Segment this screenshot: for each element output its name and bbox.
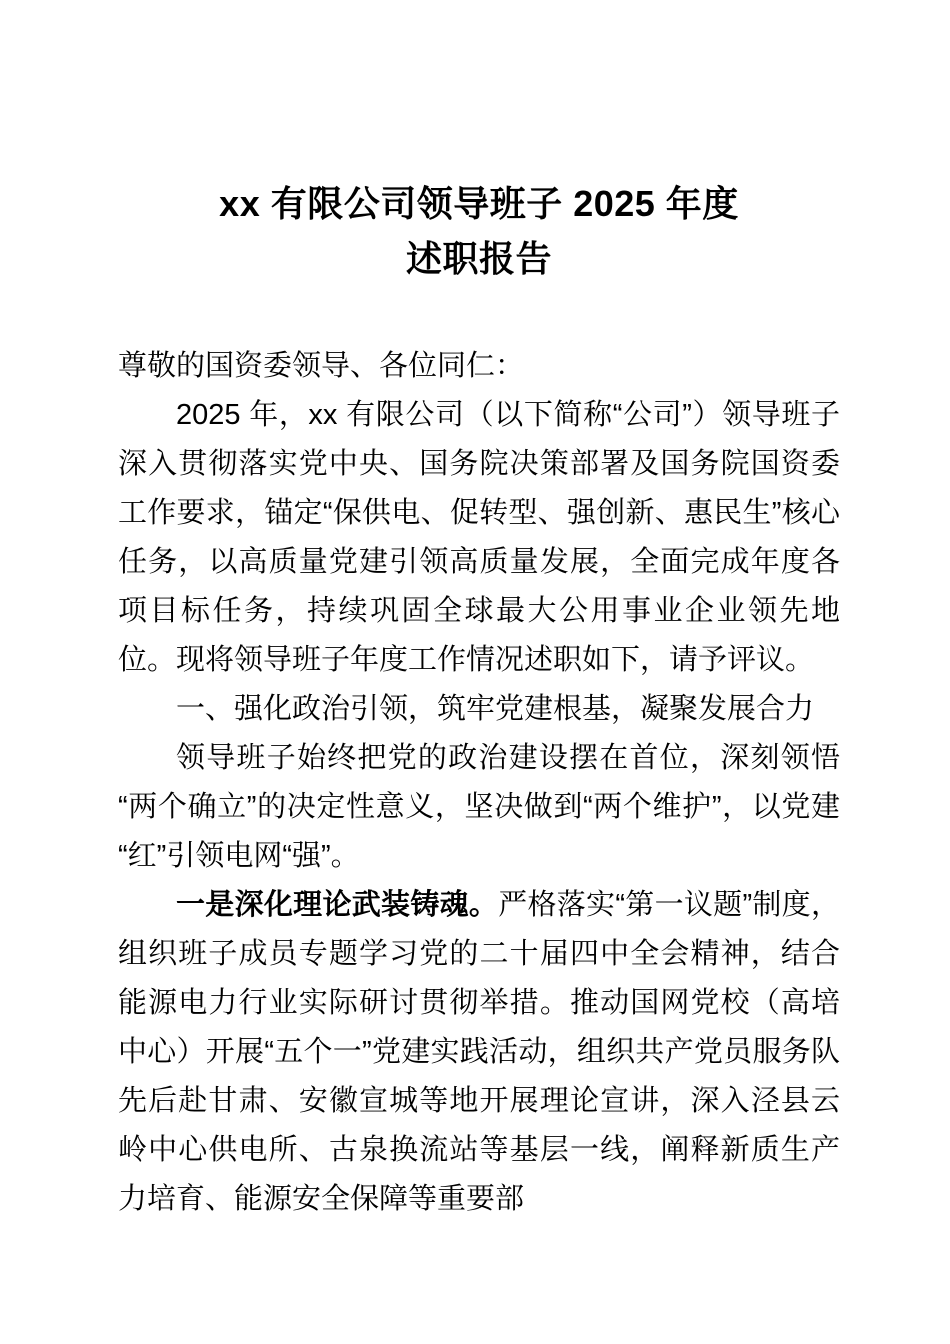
section-1-paragraph — [118, 734, 840, 881]
section-1-paragraph-text: 领导班子始终把党的政治建设摆在首位，深刻领悟“两个确立”的决定性意义，坚决做到“两个维护”，以党建“红”引领电网“强”。 — [118, 742, 840, 872]
subsection-1-paragraph — [118, 881, 840, 1224]
subsection-1-body-text: 严格落实“第一议题”制度，组织班子成员专题学习党的二十届四中全会精神，结合能源电力行业实际研讨贯彻举措。推动国网党校（高培中心）开展“五个一”党建实践活动，组织共产党员服务队先后赴甘肃、安徽宣城等地开展理论宣讲，深入泾县云岭中心供电所、古泉换流站等基层一线，阐释新质生产力培育、能源安全保障等重要部 — [118, 889, 840, 1215]
section-heading-1: 一、强化政治引领，筑牢党建根基，凝聚发展合力 — [176, 693, 815, 725]
page-title-line-1: xx 有限公司领导班子 2025 年度 — [219, 183, 739, 224]
opening-paragraph: 2025 年，xx 有限公司（以下简称“公司”）领导班子深入贯彻落实党中央、国务院决策部署及国务院国资委工作要求，锚定“保供电、促转型、强创新、惠民生”核心任务，以高质量党建引领高质量发展，全面完成年度各项目标任务，持续巩固全球最大公用事业企业领先地位。现将领导班子年度工作情况述职如下，请予评议。 — [118, 399, 840, 676]
document-body — [118, 0, 840, 1224]
subsection-1-lead-in: 一是深化理论武装铸魂。 — [176, 889, 499, 921]
page-title-line-2: 述职报告 — [405, 238, 552, 279]
salutation: 尊敬的国资委领导、各位同仁： — [118, 350, 525, 382]
page-title — [118, 0, 840, 286]
